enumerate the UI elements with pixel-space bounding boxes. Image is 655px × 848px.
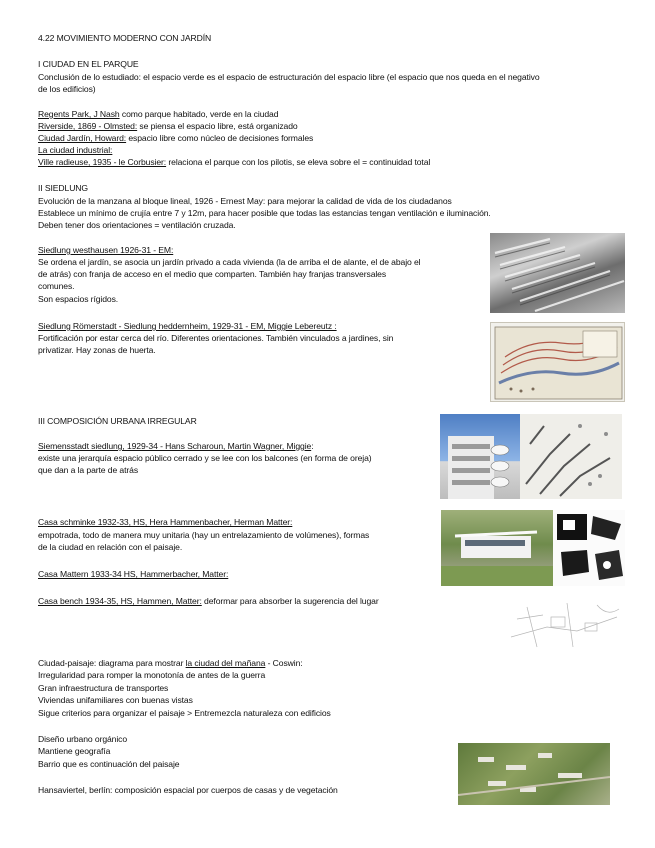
westhausen-line3: comunes. [38, 281, 75, 291]
romerstadt-plan-drawing [491, 323, 625, 402]
mattern-line [38, 569, 228, 580]
riverside-line [38, 121, 298, 132]
siemensstadt-line1: existe una jerarquía espacio público cerrado y se lee con los balcones (en forma de oreja) [38, 453, 372, 463]
schminke-heading-line [38, 517, 292, 528]
romerstadt-link[interactable]: Siedlung Römerstadt - Siedlung heddernheim, 1929-31 - EM, Miggie Lebereutz : [38, 321, 337, 331]
schminke-link[interactable]: Casa schminke 1932-33, HS, Hera Hammenbacher, Herman Matter: [38, 517, 293, 527]
section-3-heading: III COMPOSICIÓN URBANA IRREGULAR [38, 416, 197, 426]
ciudad-manana-link[interactable]: la ciudad del mañana [185, 658, 266, 668]
section-2-heading: II SIEDLUNG [38, 183, 88, 193]
siemensstadt-colon: : [311, 441, 314, 451]
westhausen-line2: de atrás) con franja de acceso en el medio que comparten. También hay franjas transversales [38, 269, 387, 279]
casa-schminke-plans-drawing [553, 510, 625, 586]
bench-line [38, 596, 379, 607]
paisaje-line4: Sigue criterios para organizar el paisaje > Entremezcla naturaleza con edificios [38, 708, 331, 718]
siemensstadt-site-plan [520, 414, 622, 499]
ciudad-paisaje-line [38, 658, 303, 669]
organico-line2: Barrio que es continuación del paisaje [38, 759, 180, 769]
ciudad-paisaje-suffix: - Coswin: [265, 658, 303, 668]
westhausen-rows-drawing [490, 233, 625, 313]
hansaviertel-aerial-drawing [458, 743, 610, 805]
siemensstadt-building-photo [440, 414, 520, 499]
section-1-heading: I CIUDAD EN EL PARQUE [38, 59, 139, 69]
ciudad-jardin-link[interactable]: Ciudad Jardín, Howard: [38, 133, 127, 143]
ciudad-industrial-line [38, 145, 112, 156]
casa-bench-sketch [507, 597, 625, 651]
section-2-line2: Establece un mínimo de crujía entre 7 y 12m, para hacer posible que todas las estancias tengan ventilación e iluminación. [38, 208, 491, 218]
riverside-link[interactable]: Riverside, 1869 - Olmsted: [38, 121, 138, 131]
regents-park-text: como parque habitado, verde en la ciudad [119, 109, 279, 119]
section-1-intro-line2: de los edificios) [38, 84, 96, 94]
section-2-line3: Deben tener dos orientaciones = ventilación cruzada. [38, 220, 236, 230]
section-2-line1: Evolución de la manzana al bloque lineal, 1926 - Ernest May: para mejorar la calidad de vida de los ciudadanos [38, 196, 452, 206]
schminke-line2: de la ciudad en relación con el paisaje. [38, 542, 183, 552]
ciudad-industrial-link[interactable]: La ciudad industrial: [38, 145, 113, 155]
westhausen-link[interactable]: Siedlung westhausen 1926-31 - EM: [38, 245, 174, 255]
ciudad-jardin-text: espacio libre como núcleo de decisiones formales [126, 133, 314, 143]
siemensstadt-heading-line [38, 441, 313, 452]
siemensstadt-link[interactable]: Siemensstadt siedlung, 1929-34 - Hans Scharoun, Martin Wagner, Miggie [38, 441, 312, 451]
siemensstadt-plan-drawing [520, 414, 622, 499]
riverside-text: se piensa el espacio libre, está organizado [137, 121, 298, 131]
casa-schminke-photo [441, 510, 553, 586]
schminke-line1: empotrada, todo de manera muy unitaria (hay un entrelazamiento de volúmenes), formas [38, 530, 370, 540]
regents-park-link[interactable]: Regents Park, J Nash [38, 109, 120, 119]
bench-link[interactable]: Casa bench 1934-35, HS, Hammen, Matter: [38, 596, 202, 606]
organico-line1: Mantiene geografía [38, 746, 111, 756]
ville-radieuse-link[interactable]: Ville radieuse, 1935 - le Corbusier: [38, 157, 167, 167]
page-title: 4.22 MOVIMIENTO MODERNO CON JARDÍN [38, 33, 212, 43]
hansaviertel-aerial-photo [458, 743, 610, 805]
section-1-intro-line1: Conclusión de lo estudiado: el espacio verde es el espacio de estructuración del espacio libre (el espacio que nos queda en el negativo [38, 72, 540, 82]
paisaje-line3: Viviendas unifamiliares con buenas vistas [38, 695, 193, 705]
bench-text: deformar para absorber la sugerencia del lugar [201, 596, 379, 606]
ville-radieuse-text: relaciona el parque con los pilotis, se eleva sobre el = continuidad total [166, 157, 431, 167]
hansaviertel-line: Hansaviertel, berlín: composición espacial por cuerpos de casas y de vegetación [38, 785, 338, 795]
mattern-link[interactable]: Casa Mattern 1933-34 HS, Hammerbacher, Matter: [38, 569, 229, 579]
ville-radieuse-line [38, 157, 430, 168]
westhausen-heading-line [38, 245, 173, 256]
casa-schminke-drawing [441, 510, 553, 586]
westhausen-line4: Son espacios rígidos. [38, 294, 119, 304]
romerstadt-heading-line [38, 321, 337, 332]
siemensstadt-building-drawing [440, 414, 520, 499]
romerstadt-line2: privatizar. Hay zonas de huerta. [38, 345, 156, 355]
romerstadt-line1: Fortificación por estar cerca del río. Diferentes orientaciones. También vinculados a jardines, sin [38, 333, 394, 343]
regents-park-line [38, 109, 278, 120]
ciudad-paisaje-prefix: Ciudad-paisaje: diagrama para mostrar [38, 658, 186, 668]
siemensstadt-line2: que dan a la parte de atrás [38, 465, 139, 475]
paisaje-line1: Irregularidad para romper la monotonía de antes de la guerra [38, 670, 266, 680]
westhausen-aerial-photo [490, 233, 625, 313]
organico-heading: Diseño urbano orgánico [38, 734, 128, 744]
casa-schminke-plans [553, 510, 625, 586]
ciudad-jardin-line [38, 133, 313, 144]
romerstadt-site-plan [490, 322, 625, 402]
paisaje-line2: Gran infraestructura de transportes [38, 683, 169, 693]
casa-bench-sketch-drawing [507, 597, 625, 651]
westhausen-line1: Se ordena el jardín, se asocia un jardín privado a cada vivienda (la de arriba el de alante, el de abajo el [38, 257, 421, 267]
